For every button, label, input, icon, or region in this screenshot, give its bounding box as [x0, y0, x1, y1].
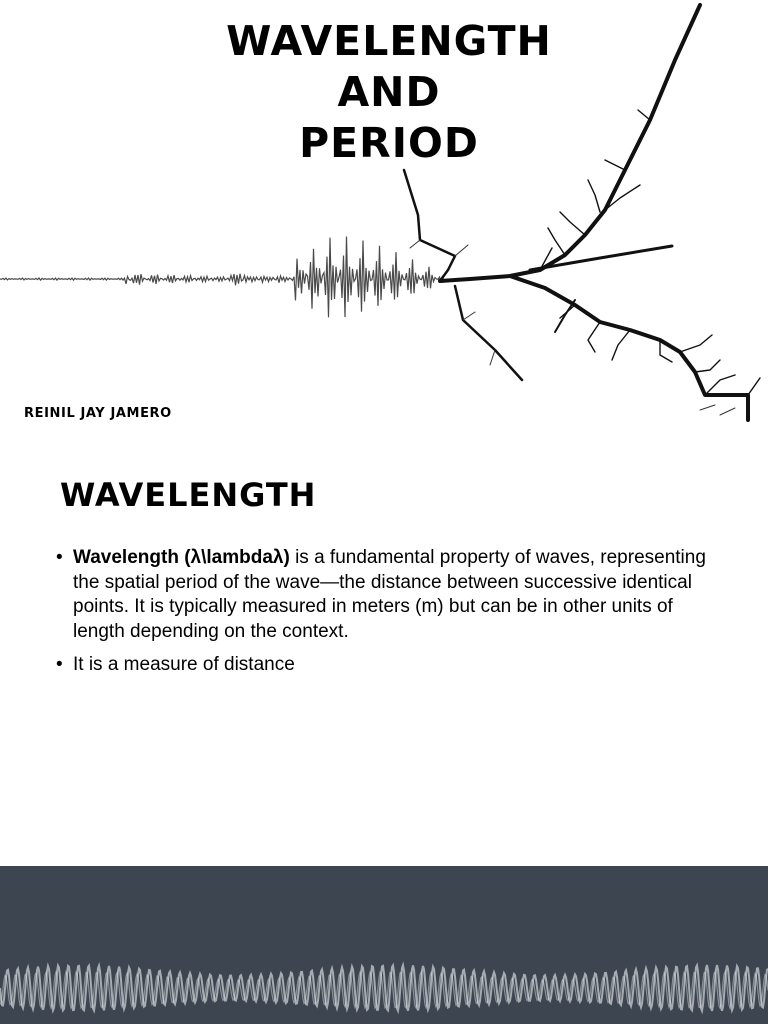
bullet-term: Wavelength (λ\lambdaλ) [73, 547, 290, 568]
bullet-item [56, 653, 716, 678]
bullet-list [56, 546, 716, 687]
waveform-illustration [0, 866, 768, 1024]
slide-heading: WAVELENGTH [60, 476, 317, 514]
slide-title [200, 16, 578, 169]
dark-slide [0, 866, 768, 1024]
bullet-text: It is a measure of distance [73, 654, 295, 675]
content-slide [0, 448, 768, 858]
title-slide [0, 0, 768, 440]
bullet-item [56, 546, 716, 644]
author-name: REINIL JAY JAMERO [24, 406, 172, 421]
bullet-dot: • [56, 547, 63, 568]
title-line-3: PERIOD [299, 119, 479, 167]
title-line-1: WAVELENGTH [226, 17, 552, 65]
title-line-2: AND [337, 68, 441, 116]
bullet-dot: • [56, 654, 63, 675]
bullet-text: is a fundamental property of waves, representing the spatial period of the wave—the distance between successive identical points. It is typically measured in meters (m) but can be in other units of length depending on the context. [73, 547, 706, 642]
